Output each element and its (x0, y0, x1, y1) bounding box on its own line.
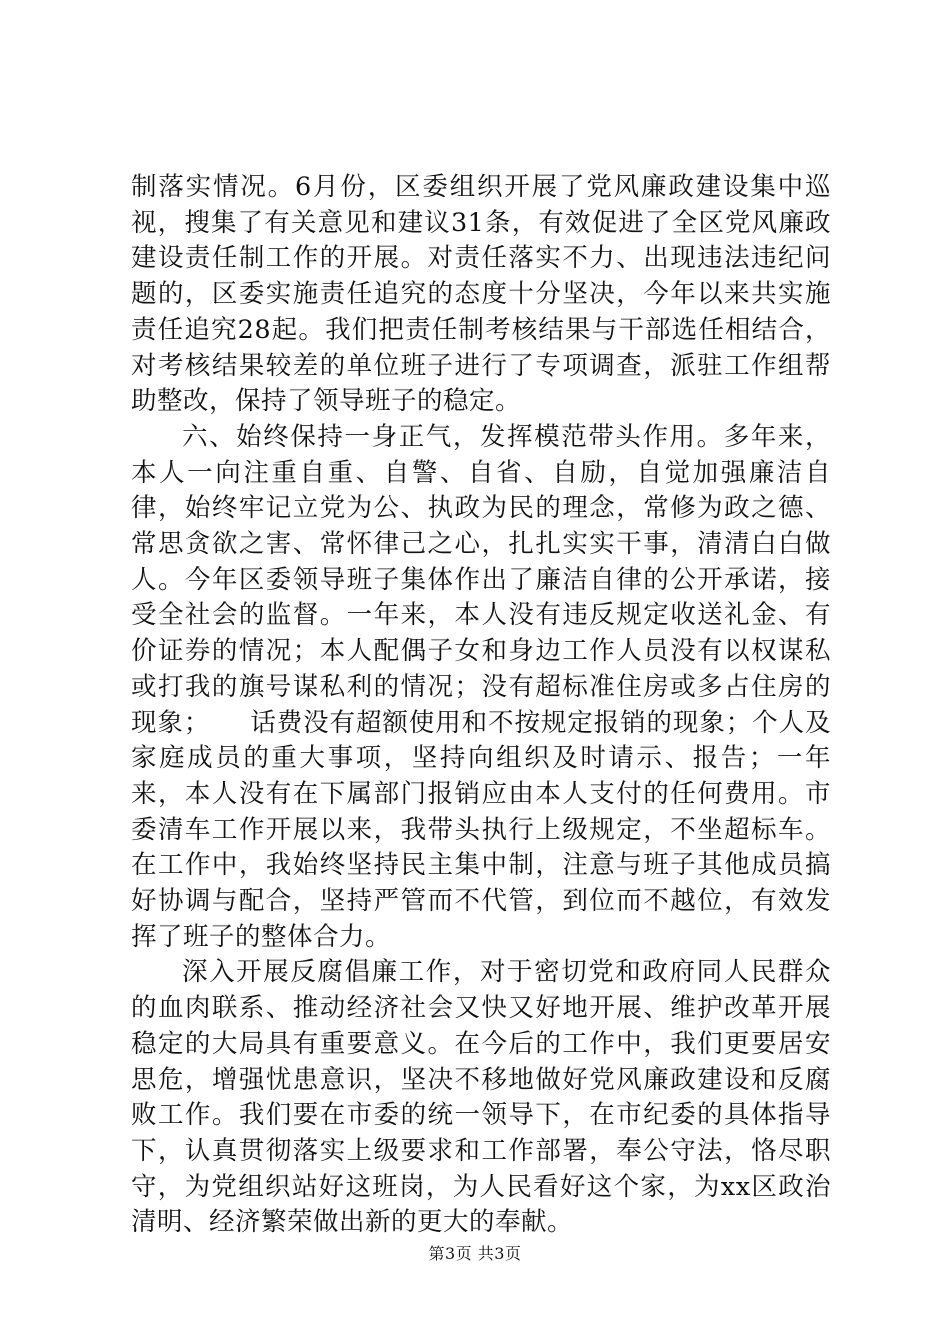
paragraph-self-discipline: 六、始终保持一身正气，发挥模范带头作用。多年来，本人一向注重自重、自警、自省、自励，自觉加强廉洁自律，始终牢记立党为公、执政为民的理念，常修为政之德、常思贪欲之害、常怀律己之心，扎扎实实干事，清清白白做人。今年区委领导班子集体作出了廉洁自律的公开承诺，接受全社会的监督。一年来，本人没有违反规定收送礼金、有价证券的情况；本人配偶子女和身边工作人员没有以权谋私或打我的旗号谋私利的情况；没有超标准住房或多占住房的现象； 话费没有超额使用和不按规定报销的现象；个人及家庭成员的重大事项，坚持向组织及时请示、报告；一年来，本人没有在下属部门报销应由本人支付的任何费用。市委清车工作开展以来，我带头执行上级规定，不坐超标车。在工作中，我始终坚持民主集中制，注意与班子其他成员搞好协调与配合，坚持严管而不代管，到位而不越位，有效发挥了班子的整体合力。 (131, 421, 831, 952)
page-number-footer: 第3页 共3页 (428, 1244, 522, 1263)
document-body (131, 170, 831, 1241)
paragraph-conclusion: 深入开展反腐倡廉工作，对于密切党和政府同人民群众的血肉联系、推动经济社会又快又好地开展、维护改革开展稳定的大局具有重要意义。在今后的工作中，我们更要居安思危，增强忧患意识，坚决不移地做好党风廉政建设和反腐败工作。我们要在市委的统一领导下，在市纪委的具体指导下，认真贯彻落实上级要求和工作部署，奉公守法，恪尽职守，为党组织站好这班岗，为人民看好这个家，为xx区政治清明、经济繁荣做出新的更大的奉献。 (131, 957, 831, 1238)
paragraph-responsibility-implementation: 制落实情况。6月份，区委组织开展了党风廉政建设集中巡视，搜集了有关意见和建议31条，有效促进了全区党风廉政建设责任制工作的开展。对责任落实不力、出现违法违纪问题的，区委实施责任追究的态度十分坚决，今年以来共实施责任追究28起。我们把责任制考核结果与干部选任相结合，对考核结果较差的单位班子进行了专项调查，派驻工作组帮助整改，保持了领导班子的稳定。 (131, 172, 831, 417)
